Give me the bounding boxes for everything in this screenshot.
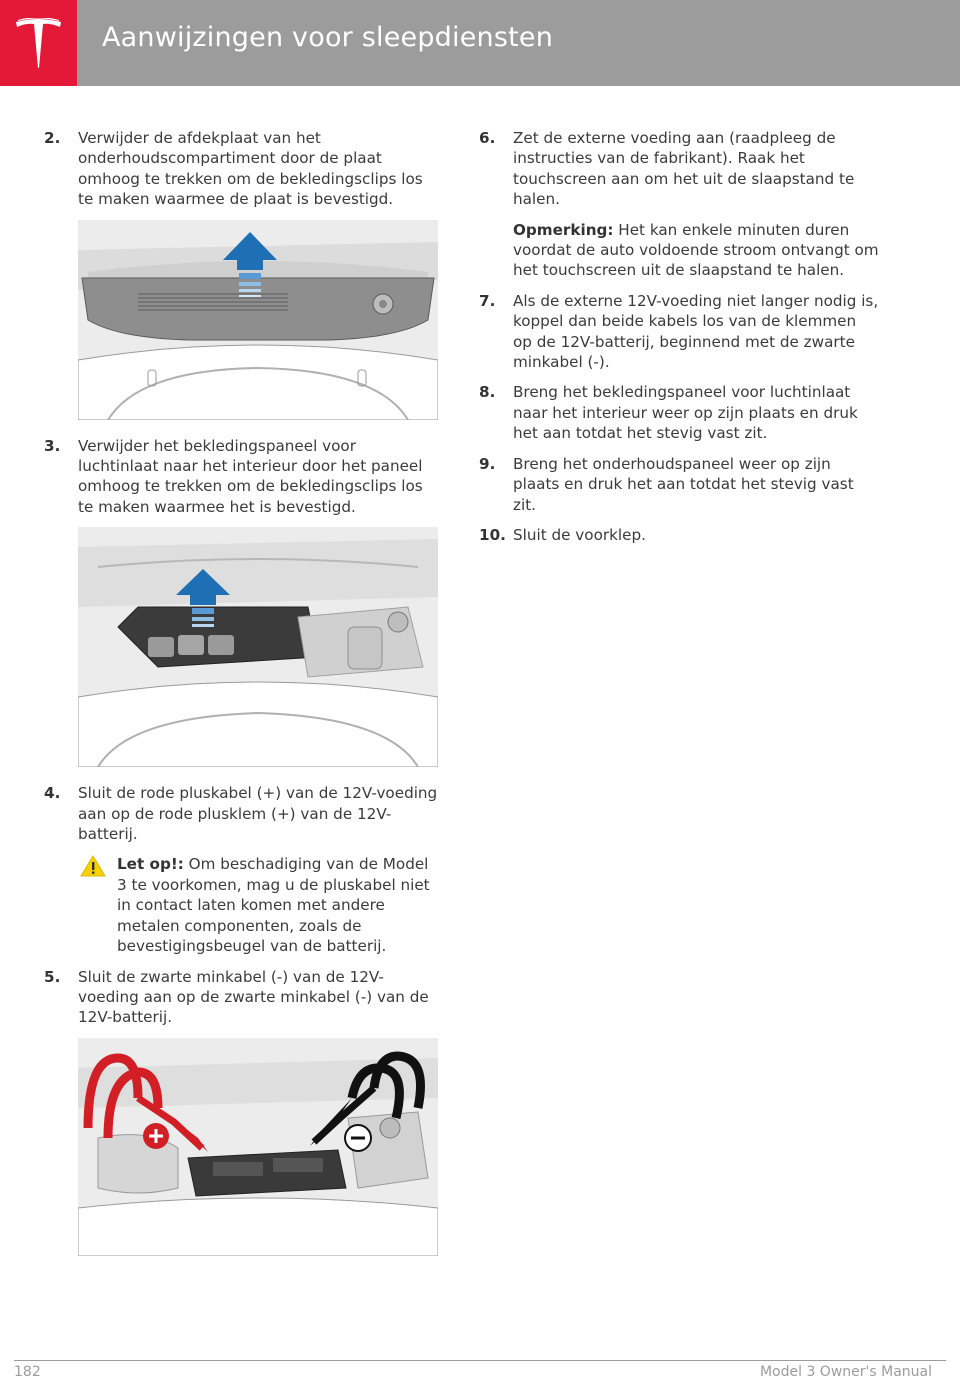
step-number: 2.	[44, 129, 61, 147]
step-7	[479, 291, 879, 373]
figure-air-inlet-panel	[78, 527, 438, 767]
step-number: 3.	[44, 436, 61, 455]
step-text: Als de externe 12V-voeding niet langer nodig is, koppel dan beide kabels los van de klemmen op de 12V-batterij, beginnend met de zwarte minkabel (-).	[513, 291, 879, 372]
step-6	[479, 128, 879, 210]
step-5	[44, 967, 439, 1028]
note-label: Opmerking:	[513, 220, 614, 239]
page-header	[0, 0, 960, 86]
warning-label: Let op!:	[117, 855, 184, 874]
step-2	[44, 128, 439, 210]
figure-service-panel	[78, 220, 438, 420]
step-number: 4.	[44, 784, 61, 803]
step-text: Sluit de zwarte minkabel (-) van de 12V-voeding aan op de zwarte minkabel (-) van de 12V-batterij.	[78, 967, 429, 1027]
manual-title: Model 3 Owner's Manual	[759, 1364, 932, 1380]
step-number: 5.	[44, 967, 61, 986]
step-text: Verwijder het bekledingspaneel voor luchtinlaat naar het interieur door het paneel omhoog te trekken om de bekledingsclips los te maken waarmee het is bevestigd.	[78, 436, 423, 516]
step-number: 8.	[479, 383, 496, 402]
right-column	[479, 128, 879, 555]
warning-text: Om beschadiging van de Model 3 te voorkomen, mag u de pluskabel niet in contact laten komen met andere metalen componenten, zoals de bevestigingsbeugel van de batterij.	[117, 855, 430, 956]
step-number: 6.	[479, 129, 496, 147]
step-text: Zet de externe voeding aan (raadpleeg de instructies van de fabrikant). Raak het touchscreen aan om het uit de slaapstand te halen.	[513, 129, 855, 209]
step-text: Verwijder de afdekplaat van het onderhoudscompartiment door de plaat omhoog te trekken om de bekledingsclips los te maken waarmee de plaat is bevestigd.	[78, 129, 423, 209]
step-8	[479, 382, 879, 443]
step-10	[479, 525, 879, 545]
note-text: Het kan enkele minuten duren voordat de auto voldoende stroom ontvangt om het touchscreen uit de slaapstand te halen.	[513, 220, 879, 280]
step-9	[479, 454, 879, 515]
note-callout	[479, 220, 879, 281]
figure-jumper-cables	[78, 1038, 438, 1256]
step-4	[44, 783, 439, 844]
step-number: 7.	[479, 291, 496, 310]
step-text: Breng het bekledingspaneel voor luchtinlaat naar het interieur weer op zijn plaats en druk het aan totdat het stevig vast zit.	[513, 383, 858, 443]
step-text: Sluit de voorklep.	[513, 525, 646, 544]
step-number: 10.	[479, 525, 506, 544]
tesla-logo-icon	[14, 18, 63, 70]
page-title: Aanwijzingen voor sleepdiensten	[102, 22, 554, 53]
step-number: 9.	[479, 454, 496, 473]
step-text: Breng het onderhoudspaneel weer op zijn plaats en druk het aan totdat het stevig vast zit.	[513, 454, 854, 514]
warning-callout	[44, 854, 439, 956]
step-text: Sluit de rode pluskabel (+) van de 12V-voeding aan op de rode plusklem (+) van de 12V-batterij.	[78, 784, 438, 844]
page-number: 182	[14, 1364, 41, 1380]
footer-divider	[14, 1360, 946, 1361]
step-3	[44, 436, 439, 518]
tesla-logo	[0, 0, 77, 86]
left-column	[44, 128, 439, 1272]
warning-triangle-icon	[80, 854, 106, 878]
